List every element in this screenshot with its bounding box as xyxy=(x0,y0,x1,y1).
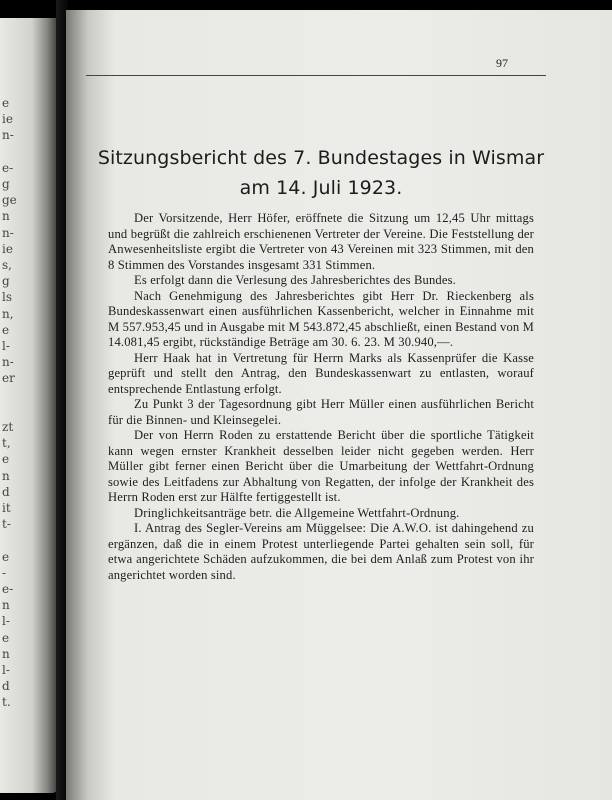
book-page xyxy=(66,10,612,800)
title-line-2: am 14. Juli 1923. xyxy=(239,177,403,199)
facing-page-fragment: l- xyxy=(2,614,10,629)
page-number: 97 xyxy=(496,56,508,70)
paragraph-sport-report: Der von Herrn Roden zu erstattende Bericht über die sportliche Tätigkeit kann wegen ernster Krankheit desselben leider nicht gegeben werden. Herr Müller gibt ferner einen Bericht über die Umarbeitung der Wettfahrt-Ordnung sowie des Leitfadens zur Abhaltung von Regatten, der infolge der Krankheit des Herrn Roden erst zur Hälfte fertiggestellt ist. xyxy=(108,428,534,504)
facing-page-fragment: l- xyxy=(2,663,10,677)
facing-page-fragment: t. xyxy=(2,695,11,710)
facing-page-fragment: er xyxy=(2,371,15,386)
facing-page-fragment: t- xyxy=(2,517,11,532)
facing-page-fragment: g xyxy=(2,177,10,191)
facing-page-fragment: e xyxy=(2,549,10,564)
paragraph-opening: Der Vorsitzende, Herr Höfer, eröffnete die Sitzung um 12,45 Uhr mittags und begrüßt die zahlreich erschienenen Vertreter der Vereine. Die Feststellung der Anwesenheitsliste ergibt die Vertreter von 43 Vereinen mit 323 Stimmen, mit den 8 Stimmen des Vorstandes insgesamt 331 Stimmen. xyxy=(108,211,534,272)
facing-page-fragment: n- xyxy=(2,355,14,370)
facing-page-fragment: l- xyxy=(2,339,10,353)
facing-page-fragment: n- xyxy=(2,128,14,143)
facing-page-fragment: t, xyxy=(2,436,11,451)
paragraph-motion-1: I. Antrag des Segler-Vereins am Müggelsee: Die A.W.O. ist dahingehend zu ergänzen, daß die in einem Protest unterliegende Partei gehalten sein soll, für etwa angerichtete Schäden aufzukommen, die bei dem Anlaß zum Protest von ihr angerichtet worden sind. xyxy=(108,521,534,582)
facing-page-fragment: n xyxy=(2,598,10,613)
facing-page-fragment: ls xyxy=(2,290,12,305)
title-line-1: Sitzungsbericht des 7. Bundestages in Wismar xyxy=(97,147,545,169)
facing-page-fragment: n, xyxy=(2,306,14,321)
facing-page-fragment: e xyxy=(2,96,10,110)
facing-page-fragment: ie xyxy=(2,112,13,127)
facing-page-fragment: n xyxy=(2,646,10,661)
facing-page-fragment: zt xyxy=(2,420,14,434)
facing-page-fragment: e- xyxy=(2,582,14,596)
facing-page-fragment: it xyxy=(2,501,11,515)
header-rule xyxy=(86,75,546,76)
facing-page-fragment: e xyxy=(2,322,10,337)
facing-page-fragment: d xyxy=(2,484,10,499)
facing-page-fragment: s, xyxy=(2,258,12,272)
paragraph-audit: Herr Haak hat in Vertretung für Herrn Marks als Kassenprüfer die Kasse geprüft und stellt den Antrag, den Bundeskassenwart zu entlasten, worauf entsprechende Entlastung erfolgt. xyxy=(108,350,534,396)
facing-page-fragment: e xyxy=(2,452,10,467)
facing-page-fragment: n xyxy=(2,209,10,224)
paragraph-treasurer-report: Nach Genehmigung des Jahresberichtes gibt Herr Dr. Rieckenberg als Bundeskassenwart einen ausführlichen Kassenbericht, welcher in Einnahme mit M 557.953,45 und in Ausgabe mit M 543.872,45 abschließt, einen Bestand von M 14.081,45 ergibt, rückständige Beträge am 30. 6. 23. M 30.940,—. xyxy=(108,288,534,349)
facing-page-fragment: e- xyxy=(2,160,14,175)
facing-page-edge xyxy=(0,18,58,793)
facing-page-fragment: n- xyxy=(2,225,14,240)
facing-page-fragment: d xyxy=(2,679,10,694)
paragraph-urgent-motions: Dringlichkeitsanträge betr. die Allgemeine Wettfahrt-Ordnung. xyxy=(134,505,460,520)
facing-page-fragment: ge xyxy=(2,193,17,208)
facing-page-fragment: n xyxy=(2,468,10,483)
page-title xyxy=(86,143,556,203)
facing-page-fragment: ie xyxy=(2,241,13,256)
facing-page-fragment: g xyxy=(2,274,10,289)
paragraph-agenda-point-3: Zu Punkt 3 der Tagesordnung gibt Herr Müller einen ausführlichen Bericht für die Binnen- und Kleinsegelei. xyxy=(108,397,534,427)
facing-page-fragment: e xyxy=(2,630,10,645)
facing-page-fragment: - xyxy=(2,565,7,580)
body-text xyxy=(108,211,534,583)
paragraph-annual-report: Es erfolgt dann die Verlesung des Jahresberichtes des Bundes. xyxy=(134,273,456,287)
